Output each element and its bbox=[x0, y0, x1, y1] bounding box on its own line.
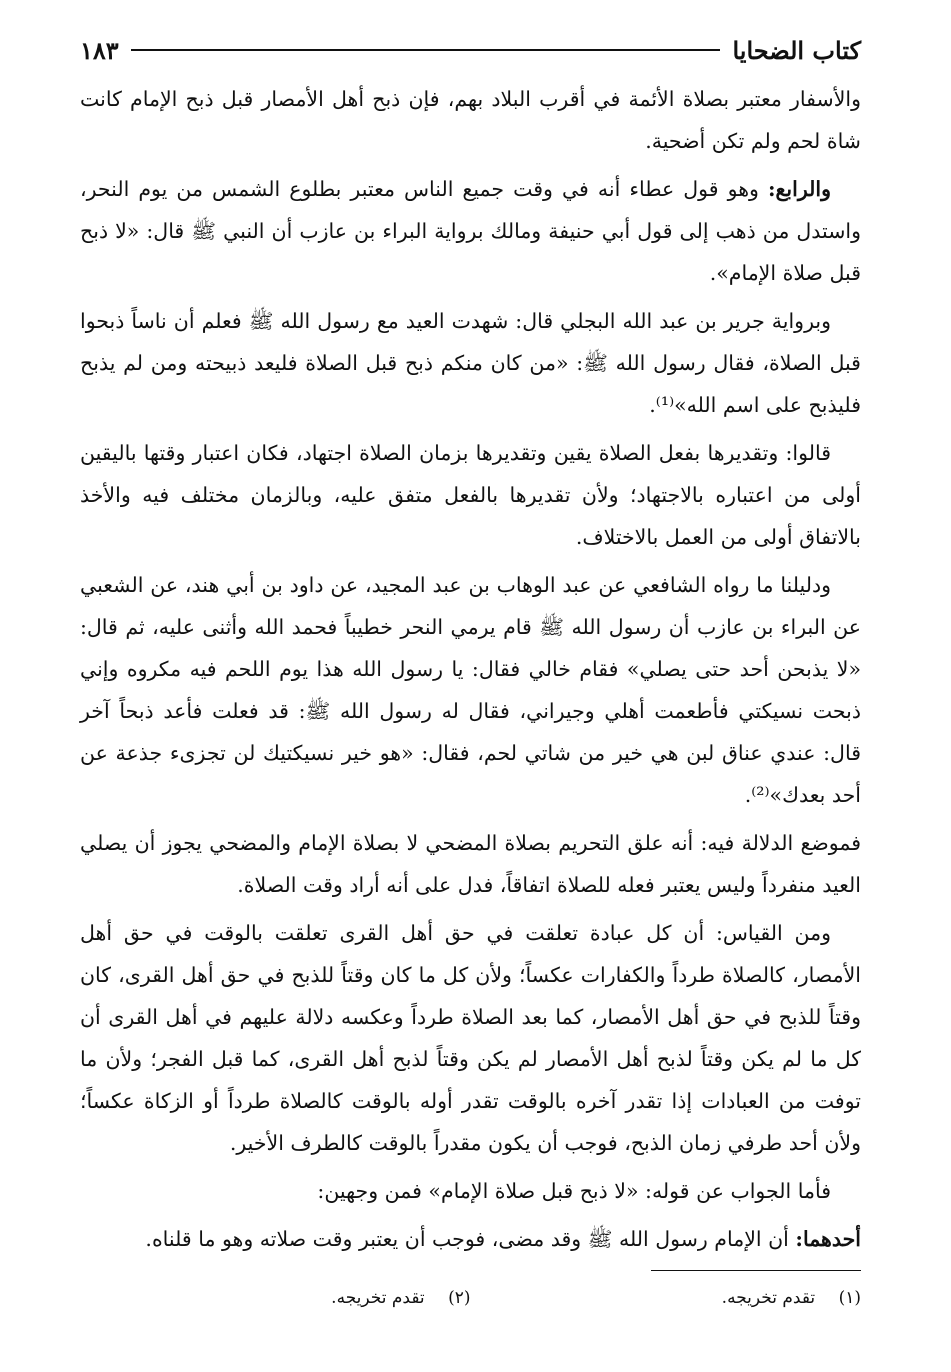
paragraph-7 bbox=[80, 912, 861, 1164]
paragraph-text: وبرواية جرير بن عبد الله البجلي قال: شهدت العيد مع رسول الله ﷺ فعلم أن ناساً ذبحوا قبل الصلاة، فقال رسول الله ﷺ: «من كان منكم ذبح قبل الصلاة فليعد ذبيحته ومن لم يذبح فليذبح على اسم الله»⁽¹⁾. bbox=[80, 309, 861, 417]
paragraph-text: ودليلنا ما رواه الشافعي عن عبد الوهاب بن عبد المجيد، عن داود بن أبي هند، عن الشعبي عن البراء بن عازب أن رسول الله ﷺ قام يرمي النحر خطيباً فحمد الله وأثنى عليه، ثم قال: «لا يذبحن أحد حتى يصلي» فقام خالي فقال: يا رسول الله هذا يوم اللحم فيه مكروه وإني ذبحت نسيكتي فأطعمت أهلي وجيراني، فقال له رسول الله ﷺ: قد فعلت فأعد ذبحاً آخر قال: عندي عناق لبن هي خير من شاتي لحم، فقال: «هو خير نسيكتيك لن تجزىء جذعة عن أحد بعدك»⁽²⁾. bbox=[80, 573, 861, 807]
paragraph-3 bbox=[80, 300, 861, 426]
paragraph-lead: والرابع: bbox=[767, 177, 831, 201]
footnote-text: تقدم تخريجه. bbox=[721, 1288, 816, 1308]
paragraph-text: ومن القياس: أن كل عبادة تعلقت في حق أهل القرى تعلقت بالوقت في حق أهل الأمصار، كالصلاة طرداً والكفارات عكساً؛ ولأن كل ما كان وقتاً للذبح في حق أهل القرى، كان وقتاً للذبح في حق أهل الأمصار، كما بعد الصلاة طرداً وعكسه دلالة عليهم في أهل القرى أن كل ما لم يكن وقتاً لذبح أهل الأمصار لم يكن وقتاً لذبح أهل القرى، كما قبل الفجر؛ ولأن ما توفت من العبادات إذا تقدر آخره بالوقت تقدر أوله بالوقت كالصلاة طرداً أو الزكاة عكساً؛ ولأن أحد طرفي زمان الذبح، فوجب أن يكون مقدراً بالوقت كالطرف الأخير. bbox=[80, 921, 861, 1155]
paragraph-text: والأسفار معتبر بصلاة الأئمة في أقرب البلاد بهم، فإن ذبح أهل الأمصار قبل ذبح الإمام كانت شاة لحم ولم تكن أضحية. bbox=[80, 87, 861, 153]
header-rule bbox=[131, 49, 721, 51]
paragraph-5 bbox=[80, 564, 861, 816]
paragraph-4 bbox=[80, 432, 861, 558]
footnote-text: تقدم تخريجه. bbox=[331, 1288, 425, 1308]
chapter-title: كتاب الضحايا bbox=[732, 35, 861, 65]
footnote-separator bbox=[651, 1270, 861, 1271]
page-number: ١٨٣ bbox=[80, 35, 119, 65]
footnote-1 bbox=[471, 1284, 862, 1312]
paragraph-9 bbox=[80, 1218, 861, 1260]
running-header bbox=[80, 30, 861, 70]
footnote-number: (٢) bbox=[448, 1288, 471, 1308]
paragraph-lead: أحدهما: bbox=[795, 1227, 861, 1251]
paragraph-text: فموضع الدلالة فيه: أنه علق التحريم بصلاة المضحي لا بصلاة الإمام والمضحي يجوز أن يصلي العيد منفرداً وليس يعتبر فعله للصلاة اتفاقاً، فدل على أنه أراد وقت الصلاة. bbox=[80, 831, 861, 897]
paragraph-text: قالوا: وتقديرها بفعل الصلاة يقين وتقديرها بزمان الصلاة اجتهاد، فكان اعتبار وقتها باليقين أولى من اعتباره بالاجتهاد؛ ولأن تقديرها بالفعل متفق عليه، وبالزمان مختلف فيه والأخذ بالاتفاق أولى من العمل بالاختلاف. bbox=[80, 441, 861, 549]
footnote-number: (١) bbox=[838, 1288, 861, 1308]
footnote-2 bbox=[80, 1284, 471, 1312]
paragraph-text: أن الإمام رسول الله ﷺ وقد مضى، فوجب أن يعتبر وقت صلاته وهو ما قلناه. bbox=[145, 1227, 796, 1251]
paragraph-text: فأما الجواب عن قوله: «لا ذبح قبل صلاة الإمام» فمن وجهين: bbox=[317, 1179, 831, 1203]
paragraph-6 bbox=[80, 822, 861, 906]
paragraph-8 bbox=[80, 1170, 861, 1212]
paragraph-text: وهو قول عطاء أنه في وقت جميع الناس معتبر بطلوع الشمس من يوم النحر، واستدل من ذهب إلى قول أبي حنيفة ومالك برواية البراء بن عازب أن النبي ﷺ قال: «لا ذبح قبل صلاة الإمام». bbox=[80, 177, 861, 285]
paragraph-1 bbox=[80, 78, 861, 162]
paragraph-2 bbox=[80, 168, 861, 294]
footnotes bbox=[80, 1284, 861, 1312]
main-text bbox=[80, 78, 861, 1266]
